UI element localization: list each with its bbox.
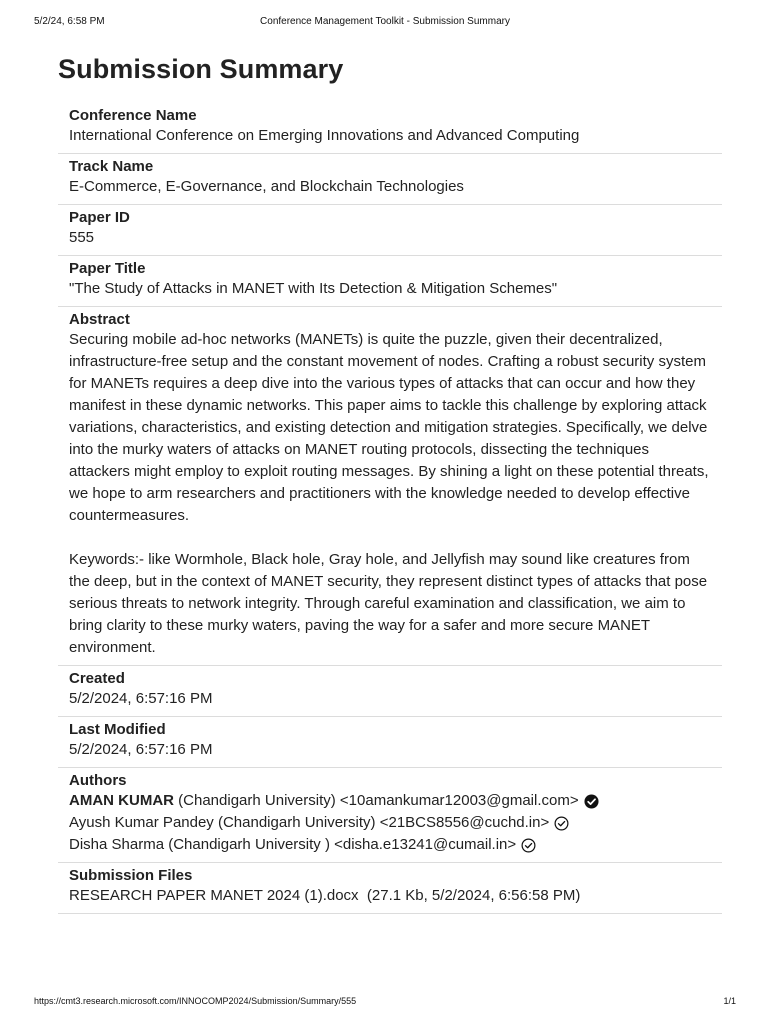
field-paper-id	[58, 205, 722, 256]
field-conference-name	[58, 103, 722, 154]
author-affiliation: (Chandigarh University)	[178, 792, 336, 809]
field-value: 5/2/2024, 6:57:16 PM	[69, 690, 213, 707]
check-circle-filled-icon	[584, 794, 599, 809]
field-value: "The Study of Attacks in MANET with Its Detection & Mitigation Schemes"	[69, 280, 558, 297]
field-label: Track Name	[69, 158, 154, 175]
author-name: Ayush Kumar Pandey	[69, 814, 214, 831]
print-document-title: Conference Management Toolkit - Submission Summary	[260, 16, 510, 27]
field-label: Paper Title	[69, 260, 146, 277]
field-track-name	[58, 154, 722, 205]
file-name-link[interactable]: RESEARCH PAPER MANET 2024 (1).docx	[69, 887, 359, 904]
author-email: <10amankumar12003@gmail.com>	[339, 792, 579, 809]
page-number: 1/1	[723, 996, 736, 1006]
field-label: Conference Name	[69, 107, 197, 124]
author-item	[69, 812, 711, 834]
field-label: Created	[69, 670, 125, 687]
field-last-modified	[58, 717, 722, 768]
file-meta: (27.1 Kb, 5/2/2024, 6:56:58 PM)	[366, 887, 581, 904]
field-abstract	[58, 307, 722, 666]
author-name: Disha Sharma	[69, 836, 165, 853]
submission-summary-table	[58, 103, 722, 914]
author-email: <disha.e13241@cumail.in>	[334, 836, 517, 853]
field-authors	[58, 768, 722, 863]
field-value: International Conference on Emerging Innovations and Advanced Computing	[69, 127, 580, 144]
author-email: <21BCS8556@cuchd.in>	[379, 814, 550, 831]
author-item	[69, 790, 711, 812]
field-paper-title	[58, 256, 722, 307]
field-value: 555	[69, 229, 95, 246]
field-label: Abstract	[69, 311, 130, 328]
field-created	[58, 666, 722, 717]
print-date: 5/2/24, 6:58 PM	[34, 16, 105, 27]
page-title: Submission Summary	[58, 54, 344, 84]
print-footer	[34, 996, 736, 1010]
field-value: E-Commerce, E-Governance, and Blockchain Technologies	[69, 178, 464, 195]
field-value: 5/2/2024, 6:57:16 PM	[69, 741, 213, 758]
field-label: Submission Files	[69, 867, 193, 884]
field-label: Authors	[69, 772, 127, 789]
check-circle-outline-icon	[521, 838, 536, 853]
check-circle-outline-icon	[554, 816, 569, 831]
page-url: https://cmt3.research.microsoft.com/INNOCOMP2024/Submission/Summary/555	[34, 996, 357, 1006]
submission-file-item	[69, 885, 711, 907]
field-label: Paper ID	[69, 209, 130, 226]
abstract-text: Securing mobile ad-hoc networks (MANETs) is quite the puzzle, given their decentralized, infrastructure-free setup and the constant movement of nodes. Crafting a robust security system for MANETs requires a deep dive into the various types of attacks that can occur and how they manifest in these dynamic networks. This paper aims to tackle this challenge by exploring attack variations, characteristics, and existing detection and mitigation strategies. Specifically, we delve into the murky waters of attacks on MANET routing protocols, dissecting the techniques attackers might employ to exploit routing messages. By shining a light on these potential threats, we hope to arm researchers and practitioners with the knowledge needed to develop effective countermeasures. Keywords:- like Wormhole, Black hole, Gray hole, and Jellyfish may sound like creatures from the deep, but in the context of MANET security, they represent distinct types of attacks that pose serious threats to network integrity. Through careful examination and classification, we aim to bring clarity to these murky waters, paving the way for a safer and more secure MANET environment.	[69, 331, 709, 656]
author-affiliation: (Chandigarh University)	[217, 814, 376, 831]
print-header	[34, 16, 736, 30]
field-label: Last Modified	[69, 721, 166, 738]
field-submission-files	[58, 863, 722, 914]
author-affiliation: (Chandigarh University )	[168, 836, 330, 853]
author-name: AMAN KUMAR	[69, 792, 174, 809]
author-item	[69, 834, 711, 856]
